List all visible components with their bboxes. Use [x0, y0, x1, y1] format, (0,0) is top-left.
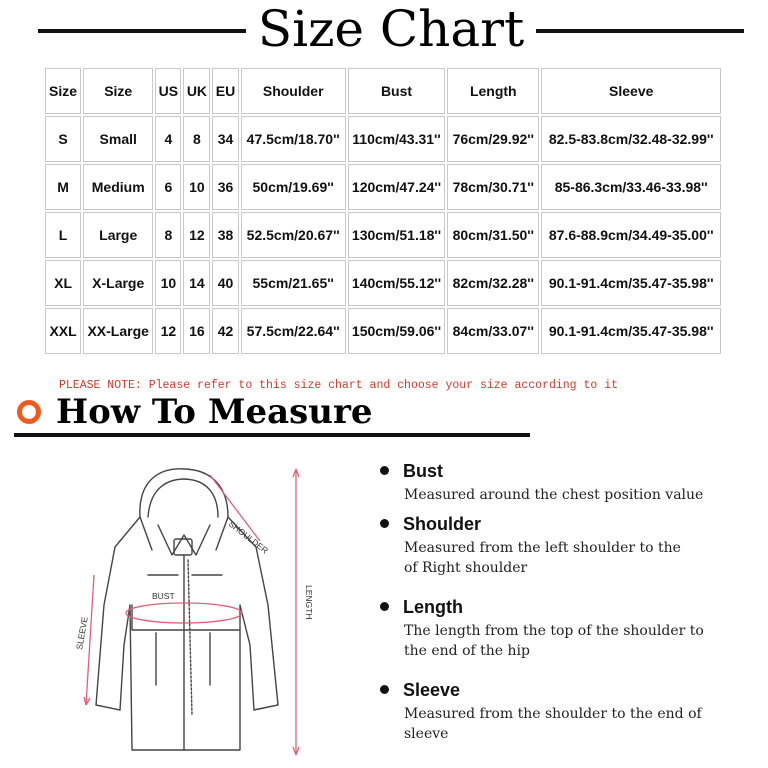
- table-cell: 10: [183, 164, 210, 210]
- table-row: [45, 260, 721, 306]
- column-header: Size: [45, 68, 81, 114]
- column-header: Length: [447, 68, 539, 114]
- table-cell: 14: [183, 260, 210, 306]
- column-header: EU: [212, 68, 238, 114]
- measure-item-title: Shoulder: [403, 514, 482, 534]
- table-cell: 110cm/43.31'': [348, 116, 445, 162]
- table-cell: 82cm/32.28'': [447, 260, 539, 306]
- table-row: [45, 212, 721, 258]
- column-header: US: [155, 68, 181, 114]
- column-header: UK: [183, 68, 210, 114]
- measure-item-title: Length: [403, 597, 463, 617]
- table-cell: 90.1-91.4cm/35.47-35.98'': [541, 260, 721, 306]
- table-cell: XL: [45, 260, 81, 306]
- how-to-measure-divider: [14, 433, 530, 437]
- table-cell: 8: [155, 212, 181, 258]
- size-table: [43, 66, 723, 356]
- bust-diagram-label: BUST: [152, 591, 175, 601]
- table-cell: 47.5cm/18.70'': [241, 116, 346, 162]
- measure-item-desc: Measured around the chest position value: [404, 487, 704, 503]
- jacket-diagram: [60, 455, 330, 765]
- measure-item-desc: Measured from the left shoulder to the of Right shoulder: [404, 540, 681, 576]
- table-cell: 84cm/33.07'': [447, 308, 539, 354]
- table-cell: M: [45, 164, 81, 210]
- table-cell: 8: [183, 116, 210, 162]
- table-cell: 34: [212, 116, 238, 162]
- table-cell: 90.1-91.4cm/35.47-35.98'': [541, 308, 721, 354]
- table-cell: 6: [155, 164, 181, 210]
- table-cell: 120cm/47.24'': [348, 164, 445, 210]
- table-cell: 36: [212, 164, 238, 210]
- bullet-icon: [380, 466, 389, 475]
- table-cell: XX-Large: [83, 308, 153, 354]
- measure-item-title: Sleeve: [403, 680, 461, 700]
- measure-item-desc: Measured from the shoulder to the end of sleeve: [404, 706, 702, 742]
- table-cell: 40: [212, 260, 238, 306]
- size-note: PLEASE NOTE: Please refer to this size chart and choose your size according to it: [59, 379, 618, 392]
- table-cell: 12: [155, 308, 181, 354]
- size-chart-header: [0, 0, 768, 58]
- table-cell: 16: [183, 308, 210, 354]
- table-cell: Small: [83, 116, 153, 162]
- table-cell: 4: [155, 116, 181, 162]
- ring-bullet-icon: [17, 400, 41, 424]
- bullet-icon: [380, 685, 389, 694]
- table-cell: 57.5cm/22.64'': [241, 308, 346, 354]
- title-divider-right: [536, 29, 744, 33]
- table-row: [45, 164, 721, 210]
- length-diagram-label: LENGTH: [304, 585, 314, 620]
- table-cell: 52.5cm/20.67'': [241, 212, 346, 258]
- table-cell: 82.5-83.8cm/32.48-32.99'': [541, 116, 721, 162]
- table-cell: 38: [212, 212, 238, 258]
- table-row: [45, 116, 721, 162]
- table-cell: 76cm/29.92'': [447, 116, 539, 162]
- measure-item-desc: The length from the top of the shoulder to the end of the hip: [404, 623, 704, 659]
- sleeve-diagram-label: SLEEVE: [74, 616, 90, 651]
- table-header-row: [45, 68, 721, 114]
- table-cell: X-Large: [83, 260, 153, 306]
- table-cell: 130cm/51.18'': [348, 212, 445, 258]
- shoulder-diagram-label: SHOULDER: [226, 518, 271, 556]
- table-cell: L: [45, 212, 81, 258]
- table-cell: 55cm/21.65'': [241, 260, 346, 306]
- table-cell: XXL: [45, 308, 81, 354]
- column-header: Sleeve: [541, 68, 721, 114]
- table-cell: 50cm/19.69'': [241, 164, 346, 210]
- table-cell: 150cm/59.06'': [348, 308, 445, 354]
- table-cell: 78cm/30.71'': [447, 164, 539, 210]
- bullet-icon: [380, 519, 389, 528]
- table-cell: S: [45, 116, 81, 162]
- table-cell: Large: [83, 212, 153, 258]
- table-cell: 80cm/31.50'': [447, 212, 539, 258]
- table-cell: 12: [183, 212, 210, 258]
- jacket-hood: [140, 469, 228, 517]
- jacket-body: [96, 517, 278, 750]
- column-header: Shoulder: [241, 68, 346, 114]
- measure-item-title: Bust: [403, 461, 443, 481]
- table-cell: 42: [212, 308, 238, 354]
- table-cell: Medium: [83, 164, 153, 210]
- how-to-measure-title: How To Measure: [56, 392, 373, 432]
- title-divider-left: [38, 29, 246, 33]
- bullet-icon: [380, 602, 389, 611]
- table-cell: 87.6-88.9cm/34.49-35.00'': [541, 212, 721, 258]
- table-cell: 10: [155, 260, 181, 306]
- page-title: Size Chart: [257, 0, 525, 58]
- column-header: Bust: [348, 68, 445, 114]
- table-row: [45, 308, 721, 354]
- table-cell: 85-86.3cm/33.46-33.98'': [541, 164, 721, 210]
- column-header: Size: [83, 68, 153, 114]
- table-cell: 140cm/55.12'': [348, 260, 445, 306]
